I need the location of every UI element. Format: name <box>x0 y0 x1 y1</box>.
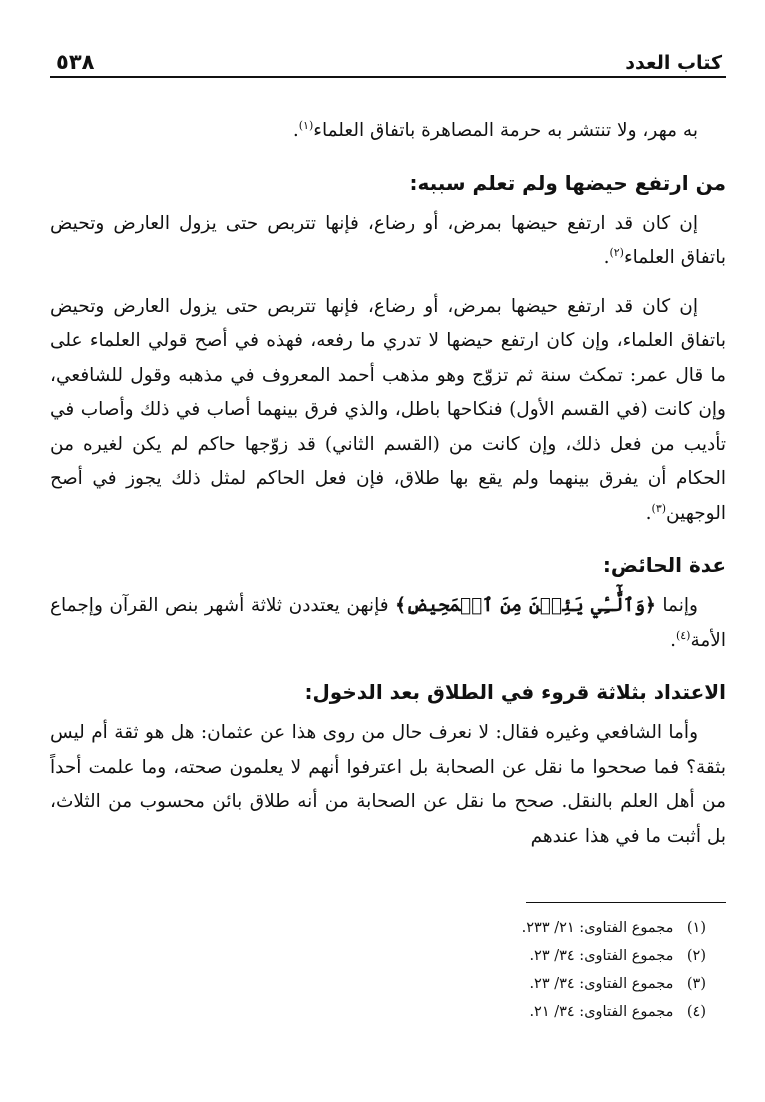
footnote-number: (٣) <box>686 976 706 992</box>
paragraph-4 <box>50 589 726 658</box>
footnote-number: (١) <box>686 920 706 936</box>
quran-verse: ﴿وَٱلَّٰٓـِٔي يَئِسۡنَ مِنَ ٱلۡمَحِيضِ﴾ <box>395 595 656 616</box>
paragraph-end: . <box>670 629 676 651</box>
footnote-item <box>50 998 706 1026</box>
footnote-item <box>50 970 706 998</box>
paragraph-text: إن كان قد ارتفع حيضها بمرض، أو رضاع، فإنها تتربص حتى يزول العارض وتحيض باتفاق العلماء، وإن كان ارتفع حيضها لا تدري ما رفعه، فهذه في أصح قولي العلماء على ما قال عمر: تمكث سنة ثم تزوّج وهو مذهب أحمد المعروف في مذهبه وقول للشافعي، وإن كانت (في القسم الأول) فنكاحها باطل، والذي فرق بينهما أصاب في ذلك وأصاب في تأديب من فعل ذلك، وإن كانت من (القسم الثاني) قد زوّجها حاكم لم يكن لغيره من الحكام أن يفرق بينهما ولم يقع بها طلاق، فإن فعل الحاكم لمثل ذلك يجوز في أصح الوجهين <box>50 295 726 524</box>
paragraph-text: إن كان قد ارتفع حيضها بمرض، أو رضاع، فإنها تتربص حتى يزول العارض وتحيض باتفاق العلماء <box>50 212 726 268</box>
footnote-text: مجموع الفتاوى: ٣٤/ ٢٣. <box>529 976 674 992</box>
page-body <box>50 114 726 854</box>
footnote-ref: (١) <box>298 118 314 132</box>
section-heading-1: من ارتفع حيضها ولم تعلم سببه: <box>409 170 726 195</box>
paragraph-end: . <box>292 120 299 141</box>
footnote-ref: (٤) <box>675 628 691 642</box>
section-heading-3: الاعتداد بثلاثة قروء في الطلاق بعد الدخول: <box>304 680 726 704</box>
footnote-text: مجموع الفتاوى: ٢١/ ٢٣٣. <box>521 920 674 936</box>
footnote-number: (٢) <box>686 948 706 964</box>
paragraph-text: به مهر، ولا تنتشر به حرمة المصاهرة باتفاق العلماء <box>313 120 698 141</box>
paragraph-text: وأما الشافعي وغيره فقال: لا نعرف حال من روى هذا عن عثمان: هل هو ثقة أم ليس بثقة؟ فما صححوا ما نقل عن الصحابة بل اعترفوا أنهم لا يعلمون صحته، وما علمت أحداً من أهل العلم بالنقل. صحح ما نقل عن الصحابة من أنه طلاق بائن محسوب من الثلاث، بل أثبت ما في هذا عندهم <box>50 722 726 847</box>
paragraph-5 <box>50 716 726 854</box>
paragraph-1 <box>50 114 726 149</box>
footnote-ref: (٣) <box>651 501 667 515</box>
section-heading-2: عدة الحائض: <box>602 553 726 577</box>
footnote-text: مجموع الفتاوى: ٣٤/ ٢٣. <box>529 948 674 964</box>
paragraph-2 <box>50 207 726 276</box>
footnote-divider <box>526 902 726 903</box>
paragraph-end: . <box>645 502 652 524</box>
book-title: كتاب العدد <box>625 52 722 74</box>
page-number: ٥٣٨ <box>56 50 95 74</box>
paragraph-text: فإنهن يعتددن ثلاثة أشهر بنص القرآن وإجماع الأمة <box>50 595 726 651</box>
footnote-text: مجموع الفتاوى: ٣٤/ ٢١. <box>529 1004 674 1020</box>
paragraph-end: . <box>603 247 610 268</box>
footnote-ref: (٢) <box>609 245 624 259</box>
footnote-item <box>50 914 706 942</box>
paragraph-prefix: وإنما <box>662 595 698 616</box>
footnote-item <box>50 942 706 970</box>
footnotes <box>50 914 726 1026</box>
page <box>50 38 726 1020</box>
running-header <box>50 38 726 78</box>
paragraph-3 <box>50 290 726 532</box>
footnote-number: (٤) <box>686 1004 706 1020</box>
